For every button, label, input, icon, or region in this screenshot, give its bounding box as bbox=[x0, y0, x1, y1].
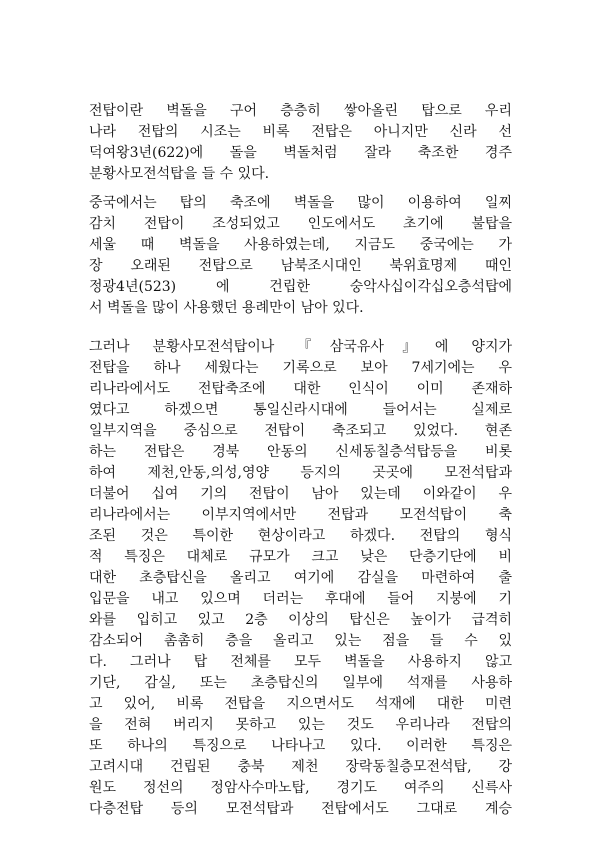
paragraph-line: 고려시대 건립된 충북 제천 장락동칠층모전석탑, 강 bbox=[89, 759, 512, 775]
paragraph-line: 전탑이란 벽돌을 구어 층층히 쌓아올린 탑으로 우리 bbox=[89, 103, 512, 119]
paragraph-line: 고 있어, 비록 전탑을 지으면서도 석재에 대한 미련 bbox=[89, 696, 512, 712]
paragraph-line: 다. 그러나 탑 전체를 모두 벽돌을 사용하지 않고 bbox=[89, 654, 512, 670]
paragraph-line: 정광4년(523) 에 건립한 숭악사십이각십오층석탑에 bbox=[89, 279, 512, 295]
paragraph-line: 적 특징은 대체로 규모가 크고 낮은 단층기단에 비 bbox=[89, 549, 512, 565]
paragraph-line: 세울 때 벽돌을 사용하였는데, 지금도 중국에는 가 bbox=[89, 237, 512, 253]
paragraph-line: 나라 전탑의 시조는 비록 전탑은 아니지만 신라 선 bbox=[89, 124, 512, 140]
paragraph-line: 을 전혀 버리지 못하고 있는 것도 우리나라 전탑의 bbox=[89, 717, 512, 733]
paragraph-line: 입문을 내고 있으며 더러는 후대에 들어 지붕에 기 bbox=[89, 591, 512, 607]
paragraph-line: 덕여왕3년(622)에 돌을 벽돌처럼 잘라 축조한 경주 bbox=[89, 145, 512, 161]
paragraph-line: 일부지역을 중심으로 전탑이 축조되고 있었다. 현존 bbox=[89, 423, 512, 439]
paragraph-line: 하는 전탑은 경북 안동의 신세동칠층석탑등을 비롯 bbox=[89, 444, 512, 460]
paragraph-line: 하여 제천,안동,의성,영양 등지의 곳곳에 모전석탑과 bbox=[89, 465, 512, 481]
paragraph-line: 리나라에서도 전탑축조에 대한 인식이 이미 존재하 bbox=[89, 381, 512, 397]
paragraph-line: 다층전탑 등의 모전석탑과 전탑에서도 그대로 계승 bbox=[89, 801, 512, 817]
paragraph-2 bbox=[89, 193, 512, 319]
paragraph-line: 조된 것은 특이한 현상이라고 하겠다. 전탑의 형식 bbox=[89, 528, 512, 544]
paragraph-line: 또 하나의 특징으로 나타나고 있다. 이러한 특징은 bbox=[89, 738, 512, 754]
paragraph-line: 더불어 십여 기의 전탑이 남아 있는데 이와같이 우 bbox=[89, 486, 512, 502]
paragraph-line: 감소되어 촘촘히 층을 올리고 있는 점을 들 수 있 bbox=[89, 633, 512, 649]
paragraph-line: 전탑을 하나 세웠다는 기록으로 보아 7세기에는 우 bbox=[89, 360, 512, 376]
paragraph-3 bbox=[89, 337, 512, 820]
paragraph-line: 리나라에서는 이부지역에서만 전탑과 모전석탑이 축 bbox=[89, 507, 512, 523]
paragraph-line: 장 오래된 전탑으로 남북조시대인 북위효명제 때인 bbox=[89, 258, 512, 274]
paragraph-1 bbox=[89, 101, 512, 185]
paragraph-line: 였다고 하겠으면 통일신라시대에 들어서는 실제로 bbox=[89, 402, 512, 418]
paragraph-line: 서 벽돌을 많이 사용했던 용례만이 남아 있다. bbox=[89, 300, 364, 316]
paragraph-line: 중국에서는 탑의 축조에 벽돌을 많이 이용하여 일찌 bbox=[89, 195, 512, 211]
paragraph-line: 분황사모전석탑을 들 수 있다. bbox=[89, 166, 270, 182]
paragraph-line: 그러나 분황사모전석탑이나 『삼국유사』에 양지가 bbox=[89, 339, 512, 355]
paragraph-line: 기단, 감실, 또는 초층탑신의 일부에 석재를 사용하 bbox=[89, 675, 512, 691]
paragraph-line: 감치 전탑이 조성되었고 인도에서도 초기에 불탑을 bbox=[89, 216, 512, 232]
paragraph-line: 대한 초층탑신을 올리고 여기에 감실을 마련하여 출 bbox=[89, 570, 512, 586]
paragraph-line: 와를 입히고 있고 2층 이상의 탑신은 높이가 급격히 bbox=[89, 612, 512, 628]
paragraph-line: 원도 정선의 정암사수마노탑, 경기도 여주의 신륵사 bbox=[89, 780, 512, 796]
